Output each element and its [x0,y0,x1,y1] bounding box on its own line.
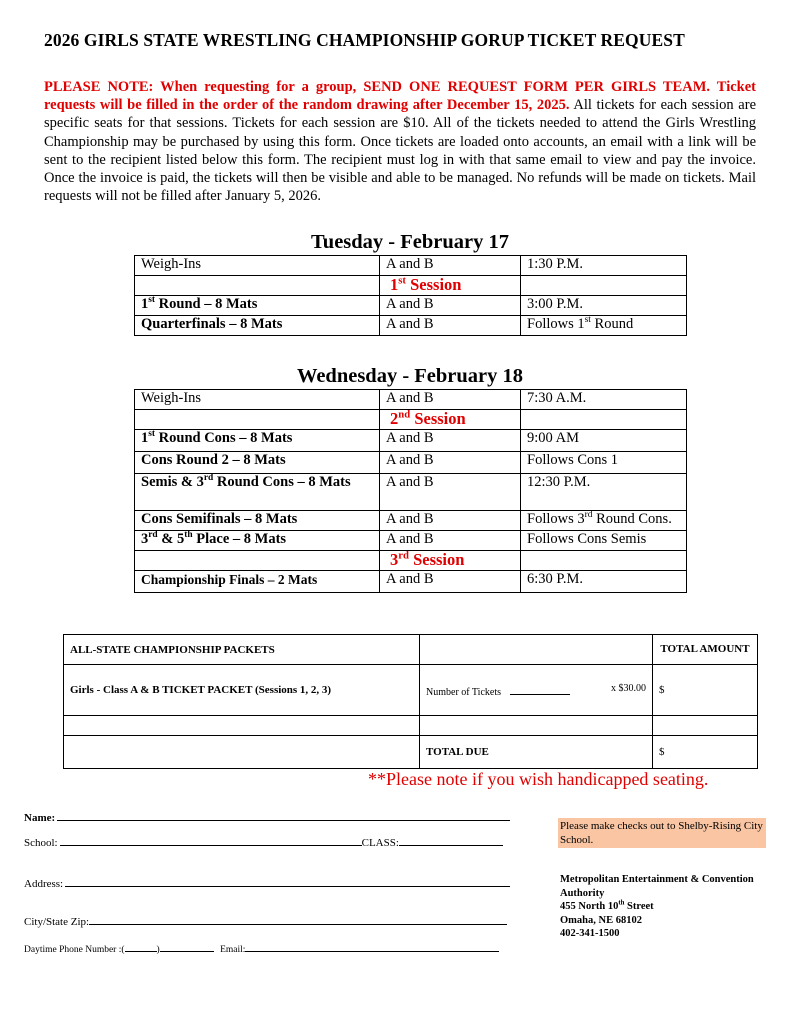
packets-header: ALL-STATE CHAMPIONSHIP PACKETS [64,635,420,665]
address-field[interactable] [65,875,510,887]
empty-cell [653,716,758,736]
event-cell [135,430,380,452]
ordinal-number: 1 [141,430,149,446]
phone-label: Daytime Phone Number :( [24,945,125,955]
intro-paragraph [44,78,756,205]
empty-cell [420,635,653,665]
class-cell: A and B [380,316,521,336]
school-row [24,834,503,849]
time-cell: Follows Cons 1 [521,452,687,474]
time-cell [521,316,687,336]
class-cell: A and B [380,474,521,511]
table-row [135,511,687,531]
table-row [135,474,687,511]
event-cell: Cons Semifinals – 8 Mats [135,511,380,531]
class-cell: A and B [380,452,521,474]
ordinal-suffix: rd [398,549,409,562]
ordinal-number: 1 [141,296,149,312]
event-text: Round – 8 Mats [155,296,258,312]
class-cell: A and B [380,296,521,316]
empty-cell [420,716,653,736]
total-due-label: TOTAL DUE [420,736,653,769]
session-word: Session [413,550,465,569]
school-label: School: [24,837,58,849]
street-line [560,900,770,914]
session-label [380,551,521,571]
empty-cell [135,551,380,571]
handicap-note: **Please note if you wish handicapped seating. [368,769,709,789]
time-cell: Follows Cons Semis [521,531,687,551]
street-text: Street [624,901,654,912]
table-row [135,390,687,410]
empty-cell [64,716,420,736]
table-row [135,410,687,430]
class-cell: A and B [380,531,521,551]
time-cell [521,511,687,531]
total-amount-header: TOTAL AMOUNT [653,635,758,665]
dollar-sign: $ [659,746,665,758]
checks-note: Please make checks out to Shelby-Rising City School. [558,818,766,848]
amount-field[interactable] [653,665,758,716]
ticket-price: x $30.00 [611,682,646,694]
intro-body: All tickets for each session are specific seats for that sessions. Tickets for each session are $10. All of the tickets needed to attend the Girls Wrestling Championship may be purchased by using this form. Once tickets are loaded onto accounts, an email with a link will be sent to the recipient listed below this form. The recipient must log in with that same email to view and pay the invoice. Once the invoice is paid, the tickets will then be visible and able to be managed. No refunds will be made on tickets. Mail requests will not be filled after January 5, 2026. [44,97,757,205]
city-row [24,913,507,928]
session-label [380,410,521,430]
street-text: 455 North 10 [560,901,619,912]
empty-cell [521,551,687,571]
time-cell: 3:00 P.M. [521,296,687,316]
table-row [135,256,687,276]
phone-paren: ) [156,945,160,955]
empty-cell [135,276,380,296]
event-text: Round Cons – 8 Mats [213,474,351,490]
table-row [135,276,687,296]
ordinal-suffix: st [398,274,406,287]
dollar-sign: $ [659,684,665,696]
event-text: 3 [141,531,149,547]
ordinal-suffix: th [618,899,625,907]
wednesday-schedule-table [134,389,687,593]
address-label: Address: [24,878,64,890]
ordinal-suffix: rd [203,473,214,484]
time-text: Round Cons. [592,511,672,527]
event-text: Round Cons – 8 Mats [155,430,293,446]
empty-cell [135,410,380,430]
class-field[interactable] [399,834,503,846]
event-text: Place – 8 Mats [192,531,287,547]
table-row [64,736,758,769]
ordinal-suffix: st [584,315,591,326]
class-cell: A and B [380,430,521,452]
event-cell: Weigh-Ins [135,390,380,410]
mailing-address [560,873,770,941]
event-cell [135,474,380,511]
class-label: CLASS: [361,837,399,849]
ticket-count-field[interactable] [510,683,570,695]
city-field[interactable] [89,913,507,925]
email-field[interactable] [245,940,499,952]
table-row [64,716,758,736]
session-word: Session [410,275,462,294]
tuesday-schedule-table [134,255,687,336]
time-cell: 12:30 P.M. [521,474,687,511]
ordinal-suffix: rd [148,530,158,541]
table-row [135,296,687,316]
phone-field[interactable] [160,940,214,952]
class-cell: A and B [380,256,521,276]
event-cell: Cons Round 2 – 8 Mats [135,452,380,474]
area-code-field[interactable] [125,940,157,952]
class-cell: A and B [380,390,521,410]
total-due-field[interactable] [653,736,758,769]
city-line: Omaha, NE 68102 [560,914,642,926]
table-row [135,430,687,452]
table-row [135,571,687,593]
phone-row [24,940,499,955]
name-field[interactable] [57,809,510,821]
ordinal-suffix: nd [398,408,411,421]
address-row [24,875,510,890]
ticket-count-cell [420,665,653,716]
ordinal-suffix: th [184,530,193,541]
time-cell: 9:00 AM [521,430,687,452]
event-cell: Weigh-Ins [135,256,380,276]
page-title: 2026 GIRLS STATE WRESTLING CHAMPIONSHIP GORUP TICKET REQUEST [44,30,685,50]
ordinal-suffix: st [148,295,156,306]
empty-cell [521,410,687,430]
session-number: 1 [390,275,399,294]
event-text: Semis & 3 [141,474,204,490]
number-label: Number of Tickets [426,686,501,698]
email-label: Email: [220,945,246,955]
table-row [135,452,687,474]
session-label [380,276,521,296]
table-row [135,316,687,336]
packet-label: Girls - Class A & B TICKET PACKET (Sessions 1, 2, 3) [64,665,420,716]
time-text: Follows 1 [527,316,585,332]
time-cell: 6:30 P.M. [521,571,687,593]
class-cell: A and B [380,511,521,531]
time-cell: 7:30 A.M. [521,390,687,410]
phone-line: 402-341-1500 [560,928,620,939]
wednesday-heading: Wednesday - February 18 [296,365,524,387]
time-text: Round [590,316,634,332]
ordinal-suffix: rd [584,510,593,521]
ordinal-suffix: st [148,429,156,440]
session-number: 2 [390,409,399,428]
event-cell [135,296,380,316]
name-row [24,809,510,824]
city-label: City/State Zip: [24,916,90,928]
table-row [64,665,758,716]
class-cell: A and B [380,571,521,593]
table-row [64,635,758,665]
empty-cell [64,736,420,769]
event-cell: Quarterfinals – 8 Mats [135,316,380,336]
session-word: Session [414,409,466,428]
event-cell: Championship Finals – 2 Mats [135,571,380,593]
time-text: Follows 3 [527,511,585,527]
table-row [135,551,687,571]
org-name: Metropolitan Entertainment & Convention Authority [560,874,754,899]
event-cell [135,531,380,551]
tuesday-heading: Tuesday - February 17 [311,231,509,253]
time-cell: 1:30 P.M. [521,256,687,276]
event-text: & 5 [157,531,185,547]
intro-notice: PLEASE NOTE: When requesting for a group, SEND ONE REQUEST FORM PER GIRLS TEAM. Ticket requests will be filled in the order of the random drawing after December 15, 2025. [44,79,756,114]
session-number: 3 [390,550,399,569]
school-field[interactable] [60,834,362,846]
empty-cell [521,276,687,296]
name-label: Name: [24,812,56,824]
table-row [135,531,687,551]
packets-table [63,634,758,769]
